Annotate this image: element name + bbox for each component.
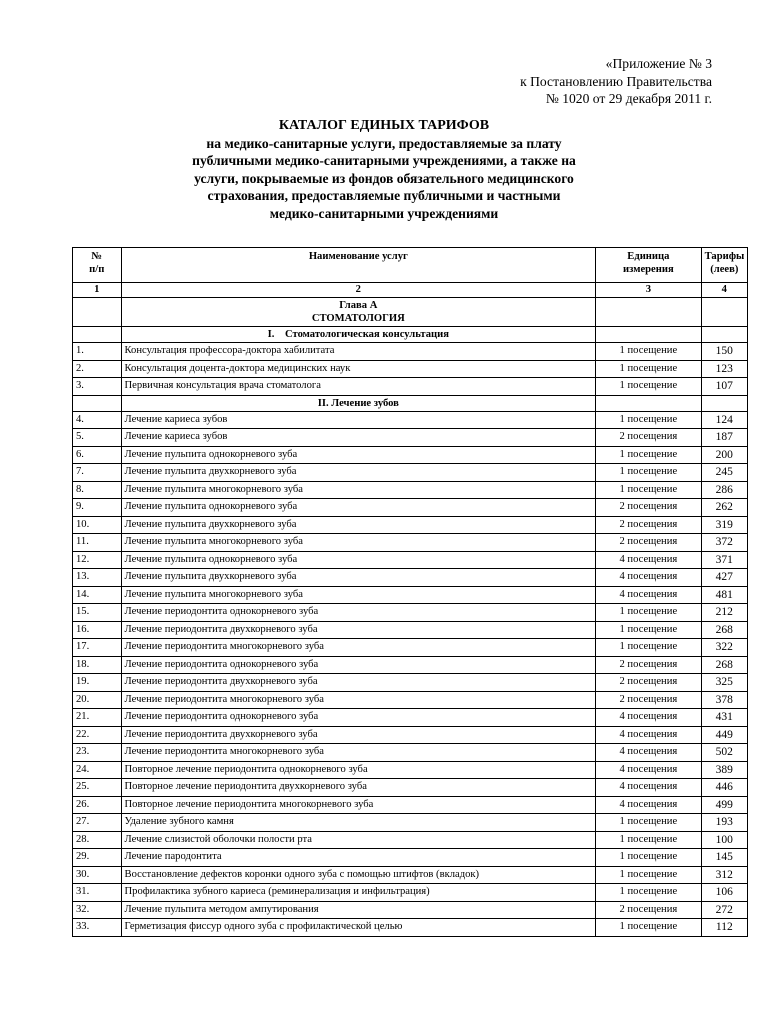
- unit-of-measure: 2 посещения: [596, 516, 701, 534]
- service-name: Лечение пародонтита: [121, 849, 596, 867]
- tariff-value: 481: [701, 586, 747, 604]
- row-number: 17.: [73, 639, 122, 657]
- tariff-value: 319: [701, 516, 747, 534]
- column-number-2: 2: [121, 283, 596, 298]
- tariff-value: 262: [701, 499, 747, 517]
- table-row: [73, 674, 748, 692]
- service-name: Лечение пульпита многокорневого зуба: [121, 586, 596, 604]
- header-unit-line-1: Единица: [627, 251, 670, 262]
- tariff-value: 212: [701, 604, 747, 622]
- section-title-1: I. Стоматологическая консультация: [121, 327, 596, 343]
- chapter-title: [121, 298, 596, 327]
- document-title: [0, 117, 768, 223]
- row-number: 19.: [73, 674, 122, 692]
- unit-of-measure: 1 посещение: [596, 411, 701, 429]
- unit-of-measure: 1 посещение: [596, 378, 701, 396]
- table-row: [73, 849, 748, 867]
- tariff-value: 272: [701, 901, 747, 919]
- column-number-4: 4: [701, 283, 747, 298]
- service-name: Лечение периодонтита однокорневого зуба: [121, 709, 596, 727]
- tariff-value: 150: [701, 343, 747, 361]
- unit-of-measure: 2 посещения: [596, 499, 701, 517]
- service-name: Лечение пульпита двухкорневого зуба: [121, 569, 596, 587]
- tariff-value: 200: [701, 446, 747, 464]
- unit-of-measure: 2 посещения: [596, 901, 701, 919]
- chapter-label: Глава А: [339, 300, 378, 311]
- row-number: 7.: [73, 464, 122, 482]
- row-number: 27.: [73, 814, 122, 832]
- service-name: Повторное лечение периодонтита двухкорневого зуба: [121, 779, 596, 797]
- service-name: Лечение периодонтита однокорневого зуба: [121, 656, 596, 674]
- row-number: 3.: [73, 378, 122, 396]
- row-number: 15.: [73, 604, 122, 622]
- tariff-value: 145: [701, 849, 747, 867]
- tariff-value: 372: [701, 534, 747, 552]
- service-name: Лечение пульпита двухкорневого зуба: [121, 464, 596, 482]
- table-row: [73, 866, 748, 884]
- header-tariff-line-2: (леев): [710, 264, 739, 275]
- tariff-value: 106: [701, 884, 747, 902]
- tariff-value: 107: [701, 378, 747, 396]
- table-row: [73, 744, 748, 762]
- row-number: 22.: [73, 726, 122, 744]
- table-row: [73, 360, 748, 378]
- unit-of-measure: 1 посещение: [596, 604, 701, 622]
- tariff-value: 499: [701, 796, 747, 814]
- title-line-3: услуги, покрываемые из фондов обязательного медицинского: [194, 170, 574, 186]
- unit-of-measure: 1 посещение: [596, 343, 701, 361]
- row-number: 12.: [73, 551, 122, 569]
- table-row: [73, 726, 748, 744]
- table-row: [73, 779, 748, 797]
- tariff-value: 449: [701, 726, 747, 744]
- service-name: Первичная консультация врача стоматолога: [121, 378, 596, 396]
- table-row: [73, 901, 748, 919]
- header-number: [73, 248, 122, 283]
- row-number: 13.: [73, 569, 122, 587]
- row-number: 21.: [73, 709, 122, 727]
- tariff-value: 100: [701, 831, 747, 849]
- tariff-value: 446: [701, 779, 747, 797]
- table-row: [73, 691, 748, 709]
- tariff-value: 378: [701, 691, 747, 709]
- tariff-value: 312: [701, 866, 747, 884]
- row-number: 6.: [73, 446, 122, 464]
- table-row: [73, 709, 748, 727]
- table-row: [73, 884, 748, 902]
- service-name: Лечение кариеса зубов: [121, 429, 596, 447]
- table-row: [73, 446, 748, 464]
- header-tariff-line-1: Тарифы: [704, 251, 745, 262]
- header-unit-line-2: измерения: [623, 264, 674, 275]
- service-name: Лечение периодонтита двухкорневого зуба: [121, 621, 596, 639]
- annex-line-3: № 1020 от 29 декабря 2011 г.: [545, 91, 712, 106]
- unit-of-measure: 2 посещения: [596, 534, 701, 552]
- title-line-5: медико-санитарными учреждениями: [269, 205, 499, 221]
- service-name: Лечение пульпита многокорневого зуба: [121, 534, 596, 552]
- row-number: 29.: [73, 849, 122, 867]
- service-name: Консультация доцента-доктора медицинских наук: [121, 360, 596, 378]
- table-row: [73, 621, 748, 639]
- tariff-value: 325: [701, 674, 747, 692]
- row-number: 5.: [73, 429, 122, 447]
- service-name: Лечение пульпита двухкорневого зуба: [121, 516, 596, 534]
- row-number: 28.: [73, 831, 122, 849]
- row-number: 2.: [73, 360, 122, 378]
- row-number: 4.: [73, 411, 122, 429]
- chapter-row: [73, 298, 748, 327]
- title-main: КАТАЛОГ ЕДИНЫХ ТАРИФОВ: [278, 118, 490, 133]
- table-header-row: [73, 248, 748, 283]
- annex-line-2: к Постановлению Правительства: [520, 73, 712, 89]
- unit-of-measure: 1 посещение: [596, 446, 701, 464]
- unit-of-measure: 4 посещения: [596, 551, 701, 569]
- table-row: [73, 429, 748, 447]
- service-name: Повторное лечение периодонтита многокорневого зуба: [121, 796, 596, 814]
- service-name: Герметизация фиссур одного зуба с профилактической целью: [121, 919, 596, 937]
- tariff-value: 112: [701, 919, 747, 937]
- row-number: 23.: [73, 744, 122, 762]
- row-number: 14.: [73, 586, 122, 604]
- unit-of-measure: 1 посещение: [596, 849, 701, 867]
- tariff-value: 286: [701, 481, 747, 499]
- unit-of-measure: 1 посещение: [596, 831, 701, 849]
- unit-of-measure: 4 посещения: [596, 744, 701, 762]
- service-name: Удаление зубного камня: [121, 814, 596, 832]
- row-number: 10.: [73, 516, 122, 534]
- service-name: Лечение слизистой оболочки полости рта: [121, 831, 596, 849]
- section-title-2: II. Лечение зубов: [121, 395, 596, 411]
- unit-of-measure: 1 посещение: [596, 360, 701, 378]
- service-name: Лечение пульпита методом ампутирования: [121, 901, 596, 919]
- service-name: Лечение периодонтита двухкорневого зуба: [121, 726, 596, 744]
- annex-reference: [520, 55, 712, 108]
- unit-of-measure: 2 посещения: [596, 656, 701, 674]
- tariff-value: 123: [701, 360, 747, 378]
- row-number: 18.: [73, 656, 122, 674]
- header-number-line-1: №: [91, 251, 103, 262]
- row-number: 24.: [73, 761, 122, 779]
- service-name: Лечение пульпита многокорневого зуба: [121, 481, 596, 499]
- service-name: Повторное лечение периодонтита однокорневого зуба: [121, 761, 596, 779]
- service-name: Лечение периодонтита многокорневого зуба: [121, 639, 596, 657]
- unit-of-measure: 1 посещение: [596, 481, 701, 499]
- tariff-value: 322: [701, 639, 747, 657]
- table-row: [73, 814, 748, 832]
- unit-of-measure: 1 посещение: [596, 464, 701, 482]
- table-row: [73, 411, 748, 429]
- chapter-name: СТОМАТОЛОГИЯ: [311, 313, 405, 324]
- row-number: 11.: [73, 534, 122, 552]
- row-number: 32.: [73, 901, 122, 919]
- unit-of-measure: 1 посещение: [596, 621, 701, 639]
- table-row: [73, 586, 748, 604]
- header-unit: [596, 248, 701, 283]
- service-name: Лечение пульпита однокорневого зуба: [121, 551, 596, 569]
- column-number-3: 3: [596, 283, 701, 298]
- table-row: [73, 831, 748, 849]
- title-line-1: на медико-санитарные услуги, предоставляемые за плату: [206, 135, 562, 151]
- tariff-value: 427: [701, 569, 747, 587]
- unit-of-measure: 1 посещение: [596, 884, 701, 902]
- table-row: [73, 761, 748, 779]
- unit-of-measure: 4 посещения: [596, 761, 701, 779]
- service-name: Лечение пульпита однокорневого зуба: [121, 446, 596, 464]
- header-service-name: Наименование услуг: [121, 248, 596, 283]
- table-row: [73, 569, 748, 587]
- tariff-value: 431: [701, 709, 747, 727]
- tariff-value: 268: [701, 656, 747, 674]
- table-row: [73, 378, 748, 396]
- tariff-value: 268: [701, 621, 747, 639]
- tariff-table: [72, 247, 748, 937]
- unit-of-measure: 4 посещения: [596, 796, 701, 814]
- table-row: [73, 656, 748, 674]
- row-number: 20.: [73, 691, 122, 709]
- section-row-2: [73, 395, 748, 411]
- unit-of-measure: 4 посещения: [596, 586, 701, 604]
- unit-of-measure: 2 посещения: [596, 691, 701, 709]
- service-name: Восстановление дефектов коронки одного зуба с помощью штифтов (вкладок): [121, 866, 596, 884]
- unit-of-measure: 1 посещение: [596, 866, 701, 884]
- table-row: [73, 534, 748, 552]
- row-number: 26.: [73, 796, 122, 814]
- header-tariff: [701, 248, 747, 283]
- column-number-row: [73, 283, 748, 298]
- row-number: 8.: [73, 481, 122, 499]
- table-row: [73, 639, 748, 657]
- unit-of-measure: 1 посещение: [596, 814, 701, 832]
- service-name: Лечение периодонтита многокорневого зуба: [121, 691, 596, 709]
- service-name: Лечение пульпита однокорневого зуба: [121, 499, 596, 517]
- unit-of-measure: 2 посещения: [596, 429, 701, 447]
- table-row: [73, 516, 748, 534]
- row-number: 31.: [73, 884, 122, 902]
- unit-of-measure: 4 посещения: [596, 569, 701, 587]
- title-line-2: публичными медико-санитарными учреждениями, а также на: [192, 153, 576, 169]
- tariff-value: 124: [701, 411, 747, 429]
- tariff-value: 371: [701, 551, 747, 569]
- service-name: Лечение кариеса зубов: [121, 411, 596, 429]
- table-row: [73, 499, 748, 517]
- service-name: Лечение периодонтита однокорневого зуба: [121, 604, 596, 622]
- unit-of-measure: 2 посещения: [596, 674, 701, 692]
- row-number: 16.: [73, 621, 122, 639]
- service-name: Лечение периодонтита многокорневого зуба: [121, 744, 596, 762]
- table-row: [73, 464, 748, 482]
- unit-of-measure: 4 посещения: [596, 726, 701, 744]
- table-row: [73, 796, 748, 814]
- title-line-4: страхования, предоставляемые публичными и частными: [207, 188, 561, 204]
- row-number: 30.: [73, 866, 122, 884]
- unit-of-measure: 4 посещения: [596, 709, 701, 727]
- unit-of-measure: 1 посещение: [596, 919, 701, 937]
- tariff-value: 502: [701, 744, 747, 762]
- header-number-line-2: п/п: [89, 264, 105, 275]
- tariff-value: 389: [701, 761, 747, 779]
- annex-line-1: «Приложение № 3: [605, 56, 712, 71]
- unit-of-measure: 4 посещения: [596, 779, 701, 797]
- service-name: Консультация профессора-доктора хабилитата: [121, 343, 596, 361]
- table-row: [73, 604, 748, 622]
- tariff-value: 187: [701, 429, 747, 447]
- row-number: 9.: [73, 499, 122, 517]
- row-number: 25.: [73, 779, 122, 797]
- section-row-1: [73, 327, 748, 343]
- row-number: 33.: [73, 919, 122, 937]
- service-name: Лечение периодонтита двухкорневого зуба: [121, 674, 596, 692]
- tariff-value: 193: [701, 814, 747, 832]
- service-name: Профилактика зубного кариеса (реминерализация и инфильтрация): [121, 884, 596, 902]
- unit-of-measure: 1 посещение: [596, 639, 701, 657]
- tariff-value: 245: [701, 464, 747, 482]
- table-row: [73, 343, 748, 361]
- column-number-1: 1: [73, 283, 122, 298]
- table-row: [73, 919, 748, 937]
- table-row: [73, 481, 748, 499]
- row-number: 1.: [73, 343, 122, 361]
- table-row: [73, 551, 748, 569]
